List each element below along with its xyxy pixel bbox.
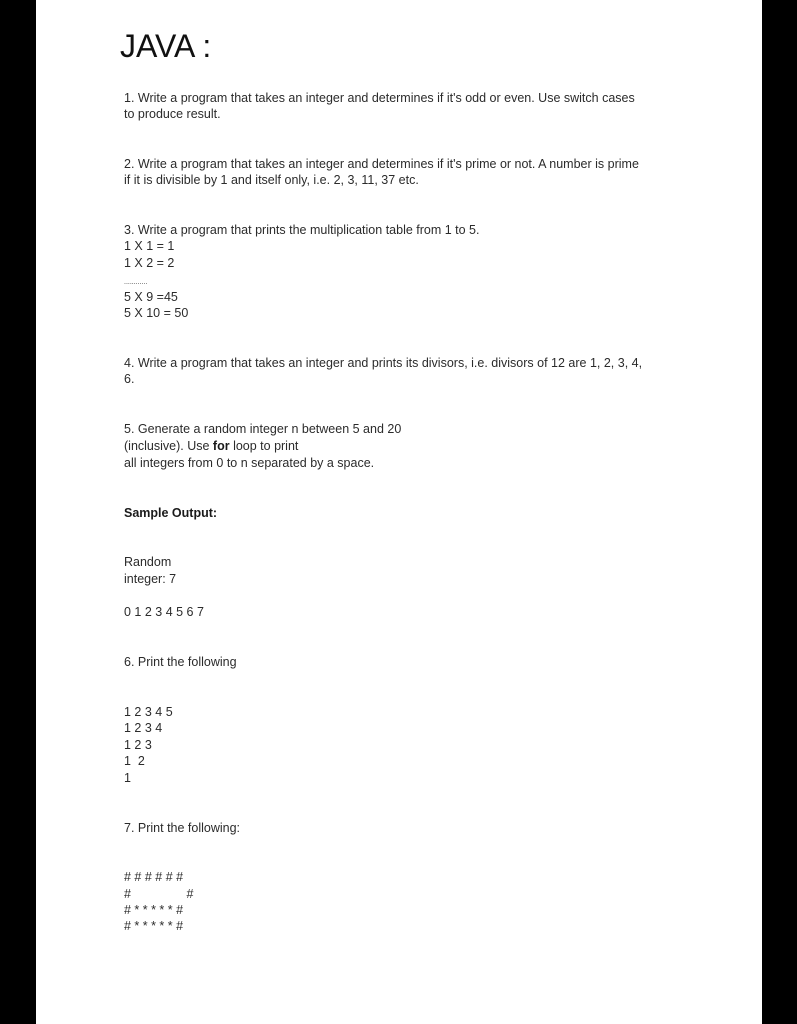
q3-example-4: 5 X 10 = 50 [124, 306, 189, 320]
q3-example-3: 5 X 9 =45 [124, 290, 178, 304]
q3-example-2: 1 X 2 = 2 [124, 256, 175, 270]
q4-line-1: 4. Write a program that takes an integer and prints its divisors, i.e. divisors of 12 are 1, 2, 3, 4, [124, 356, 643, 370]
q5-for-keyword: for [212, 439, 230, 453]
q6-row: 1 2 3 4 5 [124, 705, 173, 719]
q6-row: 1 [124, 771, 131, 785]
q7-row: # # # # # # [124, 870, 184, 884]
q4-line-2: 6. [124, 372, 135, 386]
sample-output-line-1: Random [124, 555, 172, 569]
q1-line-2: to produce result. [124, 107, 221, 121]
sample-output-heading: Sample Output: [124, 506, 218, 520]
q5-line-2-post: loop to print [229, 439, 299, 453]
q6-row: 1 2 3 [124, 738, 152, 752]
q6-heading: 6. Print the following [124, 655, 237, 669]
q5-line-3: all integers from 0 to n separated by a space. [124, 456, 375, 470]
sample-output-line-2: integer: 7 [124, 572, 177, 586]
q7-row: # # [124, 887, 194, 901]
q7-heading: 7. Print the following: [124, 821, 241, 835]
q5-line-2 [124, 438, 298, 455]
q7-row: # * * * * * # [124, 919, 184, 933]
q3-example-1: 1 X 1 = 1 [124, 239, 175, 253]
q3-ellipsis: ............ [124, 279, 148, 286]
q5-line-1: 5. Generate a random integer n between 5 and 20 [124, 422, 402, 436]
q3-line-1: 3. Write a program that prints the multiplication table from 1 to 5. [124, 223, 480, 237]
q7-row: # * * * * * # [124, 903, 184, 917]
q6-row: 1 2 3 4 [124, 721, 163, 735]
q2-line-2: if it is divisible by 1 and itself only, i.e. 2, 3, 11, 37 etc. [124, 173, 419, 187]
q5-line-2-pre: (inclusive). Use [124, 439, 213, 453]
sample-output-line-3: 0 1 2 3 4 5 6 7 [124, 605, 204, 619]
q6-row: 1 2 [124, 754, 145, 768]
page-title: JAVA : [120, 28, 212, 64]
q1-line-1: 1. Write a program that takes an integer and determines if it's odd or even. Use switch cases [124, 91, 635, 105]
q2-line-1: 2. Write a program that takes an integer and determines if it's prime or not. A number is prime [124, 157, 639, 171]
document-page [36, 0, 762, 1024]
